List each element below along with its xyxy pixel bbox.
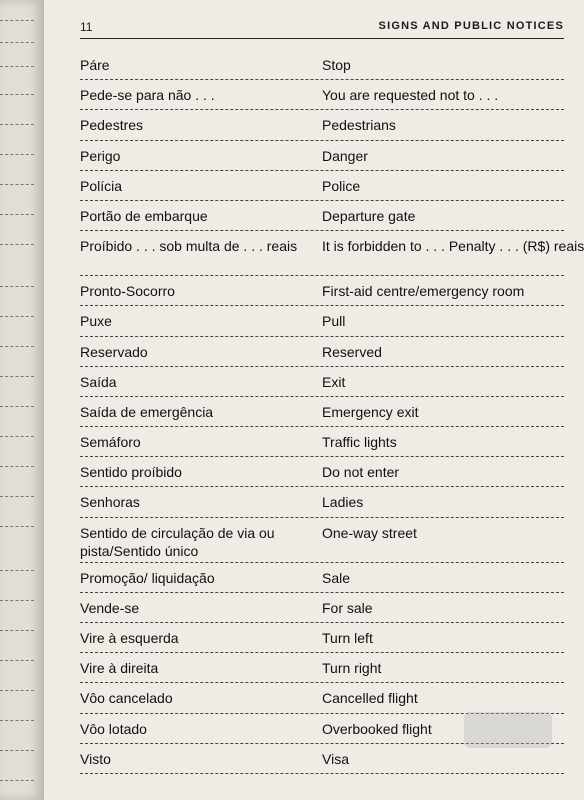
english-translation: Visa (322, 750, 349, 767)
english-translation: Turn right (322, 660, 382, 677)
english-translation: You are requested not to . . . (322, 87, 499, 104)
english-translation: Ladies (322, 494, 364, 511)
english-translation: Reserved (322, 343, 382, 360)
phrase-row (80, 653, 564, 683)
english-translation: Exit (322, 373, 346, 390)
portuguese-term: Reservado (80, 343, 148, 360)
portuguese-term: Promoção/ liquidação (80, 569, 215, 586)
phrase-row (80, 201, 564, 231)
phrase-row (80, 231, 584, 276)
english-translation: One-way street (322, 524, 417, 541)
phrase-row (80, 683, 564, 713)
english-translation: Cancelled flight (322, 690, 418, 707)
english-translation: Sale (322, 569, 351, 586)
portuguese-term: Vôo cancelado (80, 690, 173, 707)
phrase-row (80, 427, 564, 457)
english-translation: Danger (322, 147, 368, 164)
portuguese-term: Páre (80, 57, 110, 73)
portuguese-term: Polícia (80, 177, 123, 194)
english-translation: It is forbidden to . . . Penalty . . . (R$) reais (322, 238, 584, 255)
phrase-row (80, 744, 564, 774)
english-translation: Overbooked flight (322, 720, 432, 737)
portuguese-term: Visto (80, 750, 111, 767)
phrase-row (80, 80, 564, 110)
english-translation: Do not enter (322, 464, 400, 481)
english-translation: Pull (322, 313, 346, 330)
portuguese-term: Puxe (80, 313, 112, 330)
section-title: SIGNS AND PUBLIC NOTICES (378, 20, 564, 32)
english-translation: Emergency exit (322, 403, 419, 420)
phrase-row (80, 171, 564, 201)
english-translation: Turn left (322, 630, 373, 646)
english-translation: Traffic lights (322, 434, 397, 451)
phrase-row (80, 563, 564, 593)
portuguese-term: Pedestres (80, 117, 144, 134)
phrase-row (80, 457, 564, 487)
book-page (44, 0, 584, 800)
phrase-row (80, 50, 564, 80)
portuguese-term: Pede-se para não . . . (80, 87, 215, 104)
portuguese-term: Proíbido . . . sob multa de . . . reais (80, 238, 298, 255)
phrase-row (80, 337, 564, 367)
phrase-row (80, 518, 564, 563)
portuguese-term: Vende-se (80, 599, 140, 616)
portuguese-term: Perigo (80, 147, 121, 164)
portuguese-term: Sentido de circulação de via ou pista/Sentido único (80, 524, 275, 559)
phrase-row (80, 110, 564, 140)
portuguese-term: Vire à direita (80, 660, 159, 677)
phrase-row (80, 623, 564, 653)
english-translation: First-aid centre/emergency room (322, 283, 525, 300)
phrase-row (80, 306, 564, 336)
english-translation: Departure gate (322, 207, 416, 224)
english-translation: For sale (322, 599, 373, 616)
phrase-row (80, 141, 564, 171)
portuguese-term: Vôo lotado (80, 720, 147, 737)
phrase-row (80, 714, 564, 744)
english-translation: Police (322, 177, 361, 194)
english-translation: Stop (322, 57, 351, 73)
portuguese-term: Vire à esquerda (80, 630, 179, 646)
english-translation: Pedestrians (322, 117, 396, 134)
phrase-list (80, 50, 584, 774)
phrase-row (80, 593, 564, 623)
portuguese-term: Semáforo (80, 434, 141, 451)
phrase-row (80, 276, 564, 306)
portuguese-term: Pronto-Socorro (80, 283, 175, 300)
portuguese-term: Saída (80, 373, 117, 390)
phrase-row (80, 487, 564, 517)
portuguese-term: Senhoras (80, 494, 140, 511)
portuguese-term: Portão de embarque (80, 207, 208, 224)
phrase-row (80, 367, 564, 397)
facing-page-edge (0, 0, 44, 800)
phrase-row (80, 397, 564, 427)
portuguese-term: Saída de emergência (80, 403, 214, 420)
portuguese-term: Sentido proíbido (80, 464, 182, 481)
running-head (80, 18, 564, 39)
page-number: 11 (80, 20, 93, 34)
